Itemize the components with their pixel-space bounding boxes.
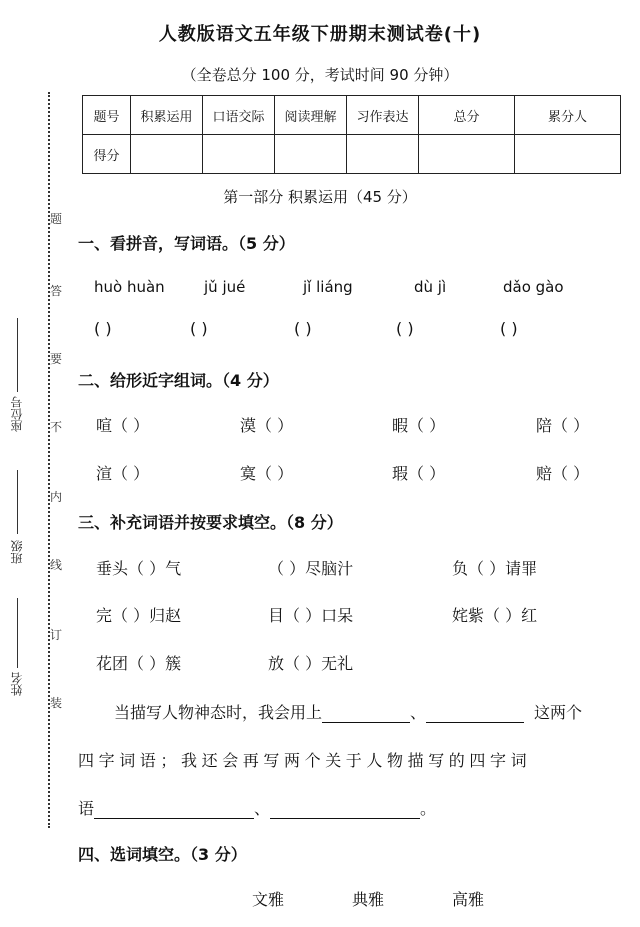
binding-char: 答 — [50, 284, 63, 298]
score-cell[interactable] — [515, 135, 621, 174]
fill-blank[interactable] — [94, 800, 254, 819]
idiom-item[interactable]: 放（ ）无礼 — [268, 654, 354, 673]
name-label: 姓名 — [10, 672, 24, 696]
score-header-cell: 累分人 — [515, 96, 621, 135]
separator: 、 — [410, 703, 427, 722]
name-line[interactable] — [17, 598, 18, 668]
page-title: 人教版语文五年级下册期末测试卷(十) — [158, 24, 482, 45]
score-header-cell: 题号 — [83, 96, 131, 135]
score-header-cell: 习作表达 — [347, 96, 419, 135]
score-cell[interactable] — [347, 135, 419, 174]
section4-title: 四、选词填空。（3 分） — [78, 845, 247, 864]
score-cell[interactable] — [419, 135, 515, 174]
paragraph-text: 这两个 — [534, 703, 583, 722]
class-line[interactable] — [17, 470, 18, 534]
binding-char: 内 — [50, 490, 63, 504]
paragraph-text: 。 — [420, 799, 437, 818]
pinyin-item: jǐ liáng — [303, 278, 353, 296]
word-group-item[interactable]: 渲（ ） — [96, 464, 150, 483]
part-one-heading: 第一部分 积累运用（45 分） — [223, 188, 417, 206]
seat-number-line[interactable] — [17, 318, 18, 392]
section2-title: 二、给形近字组词。（4 分） — [78, 371, 279, 390]
binding-dotted-line — [48, 92, 50, 828]
binding-char: 装 — [50, 696, 63, 710]
idiom-item[interactable]: 垂头（ ）气 — [96, 559, 182, 578]
idiom-item[interactable]: 负（ ）请罪 — [452, 559, 538, 578]
idiom-item[interactable]: 完（ ）归赵 — [96, 606, 182, 625]
score-table — [82, 95, 621, 174]
word-group-item[interactable]: 瑕（ ） — [392, 464, 446, 483]
score-table-header-row — [83, 96, 621, 135]
word-group-item[interactable]: 漠（ ） — [240, 416, 294, 435]
score-cell[interactable] — [203, 135, 275, 174]
score-header-cell: 积累运用 — [131, 96, 203, 135]
score-header-cell: 口语交际 — [203, 96, 275, 135]
score-header-cell: 总分 — [419, 96, 515, 135]
paragraph-text: 当描写人物神态时，我会用上 — [114, 703, 323, 722]
pinyin-item: jǔ jué — [204, 278, 246, 296]
binding-char: 不 — [50, 420, 63, 434]
binding-char: 题 — [50, 212, 63, 226]
section3-title: 三、补充词语并按要求填空。（8 分） — [78, 513, 343, 532]
score-header-cell: 阅读理解 — [275, 96, 347, 135]
section1-title: 一、看拼音，写词语。（5 分） — [78, 234, 295, 253]
fill-blank[interactable] — [426, 704, 524, 723]
fill-blank[interactable] — [270, 800, 420, 819]
idiom-item[interactable]: 姹紫（ ）红 — [452, 606, 538, 625]
score-cell[interactable] — [131, 135, 203, 174]
idiom-item[interactable]: 花团（ ）簇 — [96, 654, 182, 673]
paragraph-text: 语 — [78, 799, 95, 818]
fill-paragraph-line1 — [114, 700, 582, 723]
idiom-item[interactable]: （ ）尽脑汁 — [268, 559, 354, 578]
answer-blank[interactable]: ( ) — [94, 319, 112, 338]
word-group-item[interactable]: 寞（ ） — [240, 464, 294, 483]
answer-blank[interactable]: ( ) — [396, 319, 414, 338]
answer-blank[interactable]: ( ) — [190, 319, 208, 338]
score-cell[interactable] — [275, 135, 347, 174]
answer-blank[interactable]: ( ) — [500, 319, 518, 338]
word-group-item[interactable]: 陪（ ） — [536, 416, 590, 435]
score-row-label: 得分 — [83, 135, 131, 174]
separator: 、 — [254, 799, 271, 818]
page-subtitle: （全卷总分 100 分，考试时间 90 分钟） — [181, 66, 459, 84]
fill-paragraph-line2: 四字词语；我还会再写两个关于人物描写的四字词 — [78, 751, 532, 770]
seat-number-label: 座位号 — [10, 396, 24, 432]
pinyin-item: dù jì — [414, 278, 447, 296]
word-group-item[interactable]: 赔（ ） — [536, 464, 590, 483]
pinyin-item: dǎo gào — [503, 278, 564, 296]
choice-word: 典雅 — [352, 890, 385, 909]
score-table-score-row — [83, 135, 621, 174]
choice-word: 高雅 — [452, 890, 485, 909]
pinyin-item: huò huàn — [94, 278, 165, 296]
word-group-item[interactable]: 暇（ ） — [392, 416, 446, 435]
fill-paragraph-line3 — [78, 796, 436, 819]
binding-char: 线 — [50, 558, 63, 572]
class-label: 班级 — [10, 540, 24, 564]
binding-char: 订 — [50, 628, 63, 642]
choice-word: 文雅 — [252, 890, 285, 909]
answer-blank[interactable]: ( ) — [294, 319, 312, 338]
idiom-item[interactable]: 目（ ）口呆 — [268, 606, 354, 625]
binding-char: 要 — [50, 352, 63, 366]
fill-blank[interactable] — [322, 704, 410, 723]
word-group-item[interactable]: 喧（ ） — [96, 416, 150, 435]
